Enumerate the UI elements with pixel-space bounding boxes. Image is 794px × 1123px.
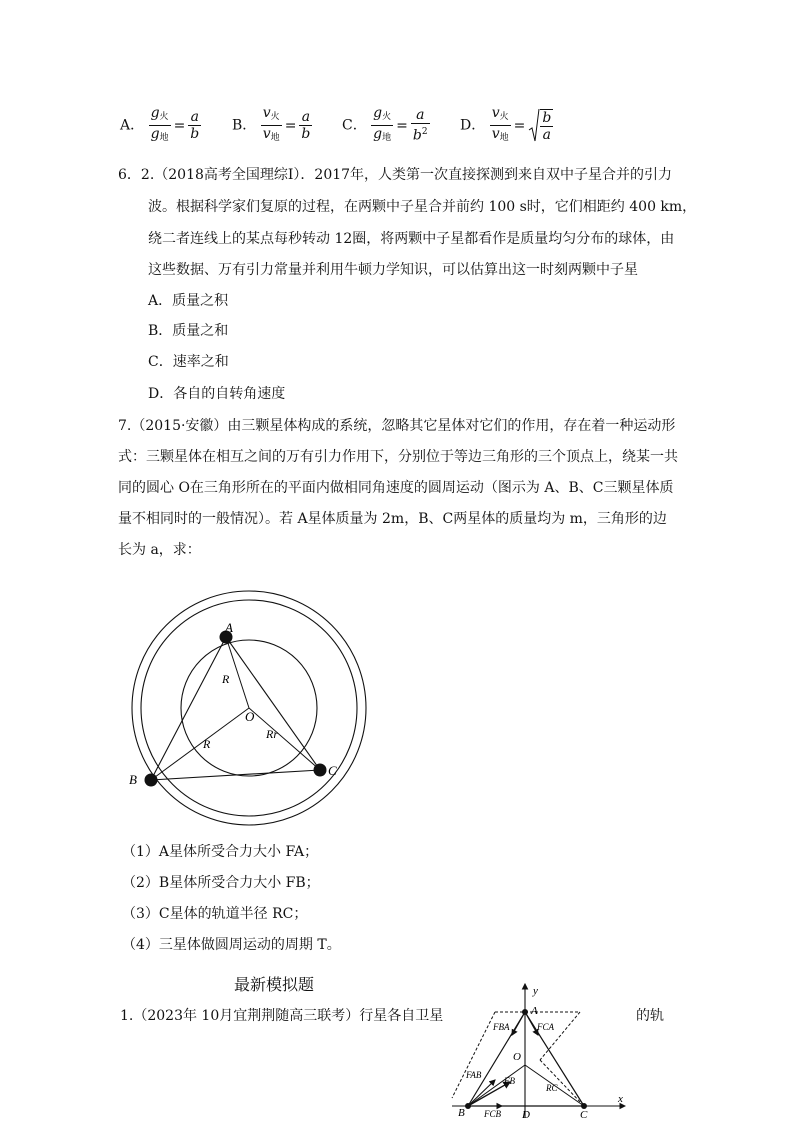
option-d-den-sub: 地 bbox=[499, 133, 509, 143]
fig2-label-c: C bbox=[580, 1109, 588, 1120]
option-d-lhs bbox=[490, 105, 511, 146]
option-c-den-sub: 地 bbox=[382, 133, 392, 143]
point-b bbox=[465, 1103, 471, 1109]
dash-left bbox=[452, 1012, 495, 1098]
radius-a bbox=[226, 637, 249, 708]
option-d-sqrt bbox=[528, 108, 553, 144]
option-c-label: C． bbox=[342, 117, 367, 134]
option-a-label: A． bbox=[120, 117, 145, 134]
fig2-label-b: B bbox=[458, 1107, 465, 1119]
q6-choice-b: B．质量之和 bbox=[148, 323, 229, 339]
option-d-num-sub: 火 bbox=[499, 112, 509, 122]
q7-part2: （2）B星体所受合力大小 FB； bbox=[122, 875, 320, 891]
q7-line2: 式：三颗星体在相互之间的万有引力作用下，分别位于等边三角形的三个顶点上，绕某一共 bbox=[118, 449, 678, 465]
option-a-rhs-num: a bbox=[188, 109, 201, 126]
radius-b bbox=[151, 708, 249, 780]
three-star-diagram bbox=[115, 590, 385, 830]
star-b bbox=[145, 774, 158, 787]
option-c-rhs-den-sup: 2 bbox=[421, 127, 428, 138]
option-d-rhs-num: b bbox=[542, 109, 552, 126]
fig2-label-a: A bbox=[531, 1005, 538, 1017]
option-b-label: B． bbox=[232, 117, 257, 134]
fig2-label-rc: RC bbox=[546, 1083, 558, 1093]
option-b-lhs bbox=[261, 105, 282, 146]
fba-arrow bbox=[512, 1012, 525, 1035]
option-a-rhs bbox=[188, 109, 201, 142]
section-title: 最新模拟题 bbox=[234, 975, 315, 994]
fig2-label-fab: FAB bbox=[466, 1070, 482, 1080]
option-c: C． $\frac{g_火}{g_地}$ = $\frac{a}{b^2}$ bbox=[342, 105, 430, 146]
option-c-num: g bbox=[373, 105, 383, 121]
q6-choice-d: D．各自的自转角速度 bbox=[148, 386, 286, 402]
star-c bbox=[314, 764, 327, 777]
option-c-rhs-num: a bbox=[411, 107, 430, 124]
q7-part3: （3）C星体的轨道半径 RC； bbox=[122, 906, 308, 922]
axis-y-label: y bbox=[533, 985, 538, 997]
label-o: O bbox=[245, 709, 255, 724]
option-d: D． $\frac{v_火}{v_地}$ = $\frac{b}{a}$ bbox=[460, 105, 553, 146]
q6-line2: 波。根据科学家们复原的过程，在两颗中子星合并前约 100 s时，它们相距约 400 km， bbox=[148, 199, 697, 215]
option-a-num-sub: 火 bbox=[159, 112, 169, 122]
side-ac bbox=[226, 637, 320, 770]
option-d-rhs bbox=[540, 109, 553, 143]
option-b-num: v bbox=[262, 105, 271, 121]
side-bc bbox=[151, 770, 320, 780]
fig2-label-o: O bbox=[513, 1051, 521, 1063]
label-r-c: Rr bbox=[266, 727, 278, 741]
label-r-a: R bbox=[222, 672, 230, 686]
fig2-label-fb: FB bbox=[504, 1076, 515, 1086]
option-a-rhs-den: b bbox=[190, 126, 200, 142]
q7-part1: （1）A星体所受合力大小 FA； bbox=[122, 844, 319, 860]
option-c-den: g bbox=[373, 126, 383, 142]
option-a: A． $\frac{g_火}{g_地}$ = $\frac{a}{b}$ bbox=[120, 105, 201, 146]
option-a-lhs bbox=[149, 105, 171, 146]
option-d-label: D． bbox=[460, 117, 486, 134]
q6-line4: 这些数据、万有引力常量并利用牛顿力学知识，可以估算出这一时刻两颗中子星 bbox=[148, 262, 638, 278]
point-a bbox=[522, 1009, 528, 1015]
force-diagram bbox=[450, 980, 630, 1120]
mock-q1-prefix: 1.（2023年 10月宜荆荆随高三联考）行星各自卫星 bbox=[120, 1008, 444, 1024]
fig2-label-fcb: FCB bbox=[484, 1109, 501, 1119]
sqrt-sign-icon bbox=[528, 108, 540, 144]
option-b-rhs bbox=[299, 109, 312, 142]
q7-line5: 长为 a，求： bbox=[118, 542, 201, 558]
option-b-rhs-num: a bbox=[299, 109, 312, 126]
dash-diag1 bbox=[540, 1012, 580, 1060]
q7-line3: 同的圆心 O在三角形所在的平面内做相同角速度的圆周运动（图示为 A、B、C三颗星体质 bbox=[118, 480, 674, 496]
side-ab bbox=[151, 637, 226, 780]
fig2-label-fca: FCA bbox=[537, 1022, 554, 1032]
option-d-rhs-den: a bbox=[542, 126, 552, 143]
option-c-lhs bbox=[371, 105, 393, 146]
q6-line3: 绕二者连线上的某点每秒转动 12圈，将两颗中子星都看作是质量均匀分布的球体，由 bbox=[148, 231, 675, 247]
option-a-den-sub: 地 bbox=[159, 133, 169, 143]
label-a: A bbox=[225, 620, 233, 635]
option-c-rhs-den: b bbox=[412, 127, 422, 144]
axis-x-label: x bbox=[618, 1093, 623, 1105]
fig2-label-fba: FBA bbox=[493, 1022, 510, 1032]
option-c-rhs bbox=[411, 107, 430, 144]
q6-line1: 6．2.（2018高考全国理综I）．2017年，人类第一次直接探测到来自双中子星合并的引力 bbox=[118, 167, 673, 183]
option-c-num-sub: 火 bbox=[382, 112, 392, 122]
label-b: B bbox=[129, 772, 137, 787]
option-d-num: v bbox=[491, 105, 500, 121]
q7-line4: 量不相同时的一般情况）。若 A星体质量为 2m，B、C两星体的质量均为 m，三角形的边 bbox=[118, 511, 667, 527]
option-b-rhs-den: b bbox=[301, 126, 311, 142]
q7-part4: （4）三星体做圆周运动的周期 T。 bbox=[122, 937, 341, 953]
option-a-num: g bbox=[150, 105, 160, 121]
q6-choice-c: C．速率之和 bbox=[148, 354, 229, 370]
option-b-den-sub: 地 bbox=[270, 133, 280, 143]
option-d-den: v bbox=[491, 126, 500, 142]
option-b: B． $\frac{v_火}{v_地}$ = $\frac{a}{b}$ bbox=[232, 105, 312, 146]
q6-choice-a: A．质量之积 bbox=[148, 293, 229, 309]
fig2-label-d: D bbox=[522, 1109, 530, 1120]
label-c: C bbox=[328, 763, 337, 778]
option-a-den: g bbox=[150, 126, 160, 142]
label-r-b: R bbox=[203, 737, 211, 751]
option-b-den: v bbox=[262, 126, 271, 142]
q7-line1: 7.（2015·安徽）由三颗星体构成的系统，忽略其它星体对它们的作用，存在着一种运动形 bbox=[118, 418, 676, 434]
mock-q1-suffix: 的轨 bbox=[636, 1008, 664, 1024]
option-b-num-sub: 火 bbox=[270, 112, 280, 122]
